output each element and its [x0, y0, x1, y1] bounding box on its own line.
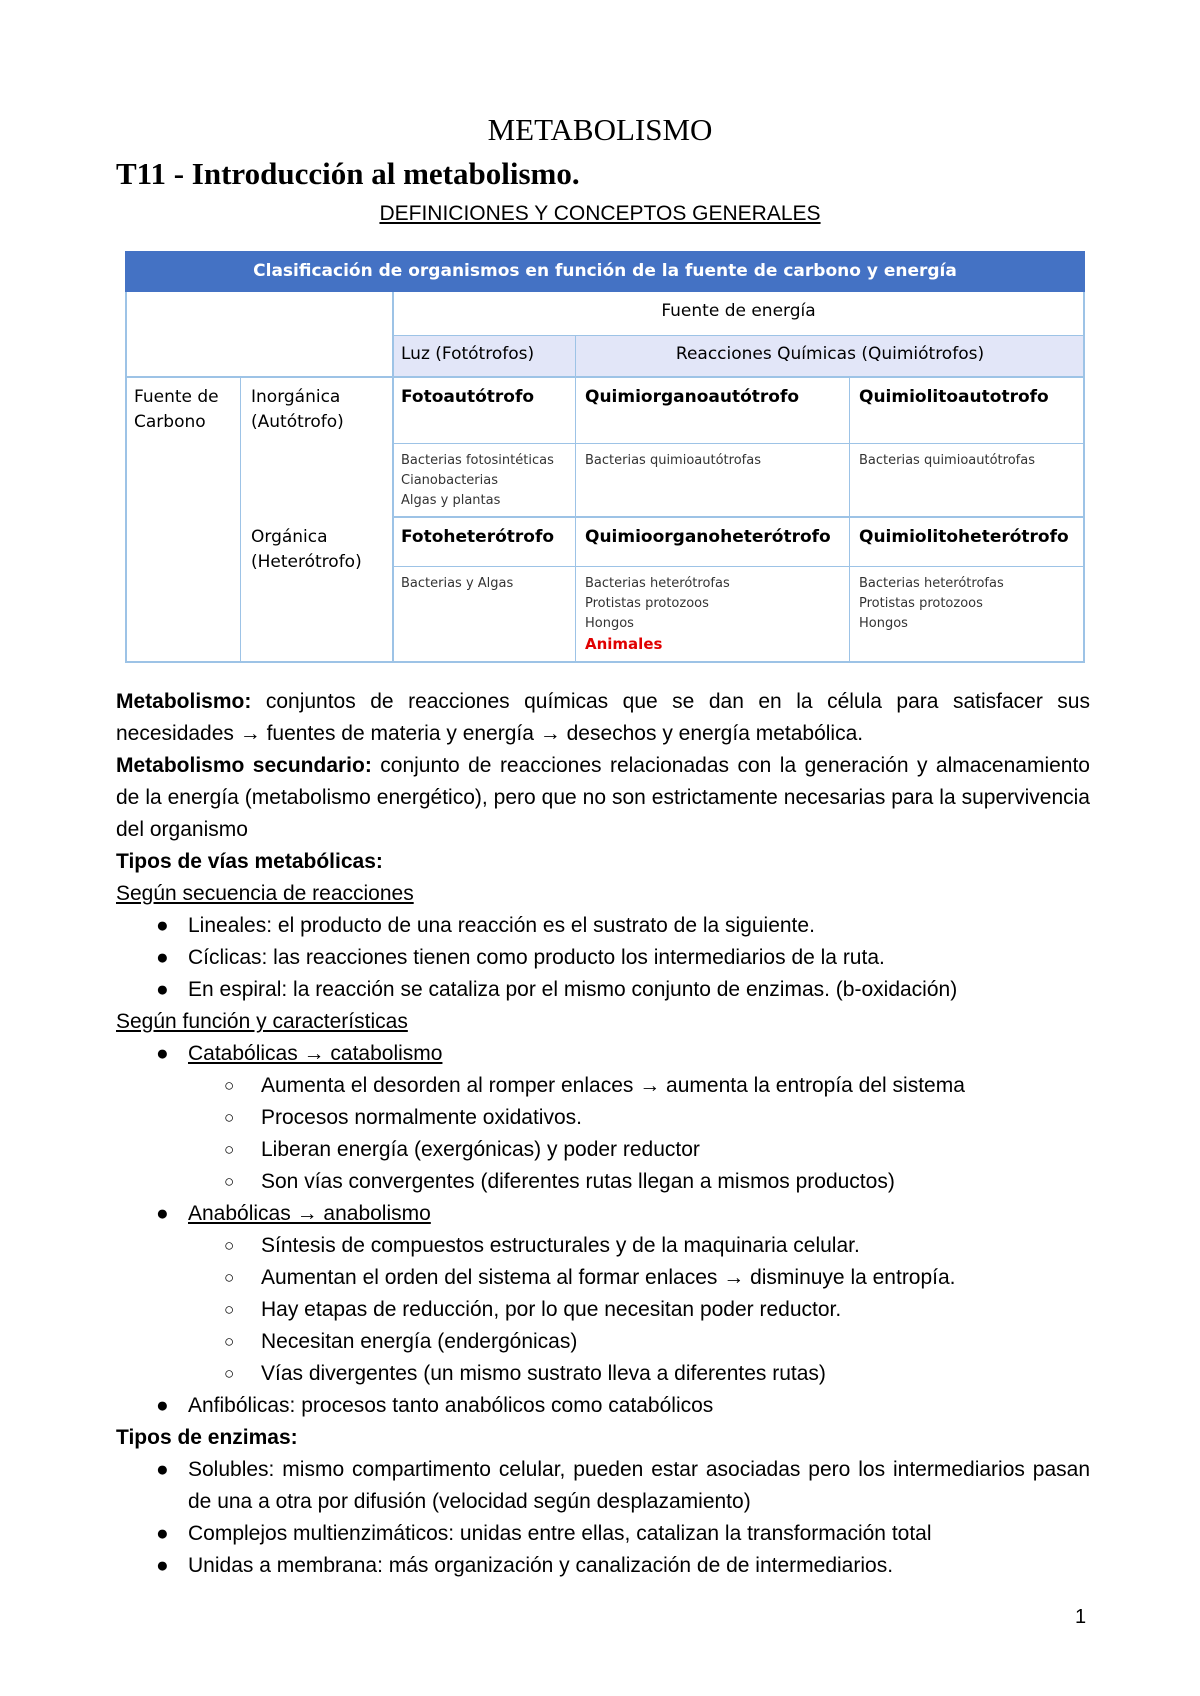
bullet-icon: ●: [156, 1522, 169, 1545]
bullet-icon: ●: [156, 1554, 169, 1577]
example-text: Protistas protozoos: [585, 596, 709, 611]
grid-line: [849, 378, 850, 661]
example-text: Hongos: [585, 616, 634, 631]
definition-metabolismo: [116, 686, 1090, 750]
example-text: Bacterias heterótrofas: [585, 576, 730, 591]
sublist-item: [116, 1166, 1090, 1198]
quimiolitoheterotrofo-label: Quimiolitoheterótrofo: [859, 527, 1069, 547]
list-item-text: Solubles: mismo compartimento celular, pueden estar asociadas pero los intermediarios pasan de una a otra por difusión (velocidad según desplazamiento): [188, 1458, 1090, 1513]
term: Metabolismo:: [116, 690, 252, 713]
list-item: [116, 1038, 1090, 1070]
list-item-text: Son vías convergentes (diferentes rutas llegan a mismos productos): [261, 1170, 895, 1193]
sublist-item: [116, 1230, 1090, 1262]
table-header: Clasificación de organismos en función de la fuente de carbono y energía: [125, 251, 1085, 292]
quimioorganoheterotrofo-label: Quimioorganoheterótrofo: [585, 527, 831, 547]
organic-label: Orgánica (Heterótrofo): [251, 527, 362, 572]
example-text-highlight: Animales: [585, 635, 663, 653]
definition: conjunto de reacciones relacionadas con la generación y almacenamiento de la energía (metabolismo energético), pero que no son estrictamente necesarias para la supervivencia del organismo: [116, 754, 1090, 841]
circle-bullet-icon: ○: [224, 1300, 235, 1319]
carbon-source-label: Fuente de Carbono: [134, 387, 219, 432]
bullet-icon: ●: [156, 1458, 169, 1481]
list-item-text: Aumentan el orden del sistema al formar enlaces → disminuye la entropía.: [261, 1266, 956, 1289]
definition-secundario: [116, 750, 1090, 846]
definition: conjuntos de reacciones químicas que se dan en la célula para satisfacer sus necesidades → fuentes de materia y energía → desechos y energía metabólica.: [116, 690, 1090, 745]
list-item-text: Necesitan energía (endergónicas): [261, 1330, 578, 1353]
list-item: [116, 1390, 1090, 1422]
list-item: [116, 1198, 1090, 1230]
bullet-icon: ●: [156, 978, 169, 1001]
list-item: [116, 942, 1090, 974]
bullet-icon: ●: [156, 1202, 169, 1225]
example-text: Algas y plantas: [401, 493, 501, 508]
term: Metabolismo secundario:: [116, 754, 372, 777]
sublist-item: [116, 1358, 1090, 1390]
circle-bullet-icon: ○: [224, 1236, 235, 1255]
quimiolitoautotrofo-label: Quimiolitoautotrofo: [859, 387, 1049, 407]
list-item: [116, 910, 1090, 942]
grid-line: [392, 292, 394, 663]
list-item: [116, 1550, 1090, 1582]
grid-line: [392, 516, 1085, 518]
list-item-text: En espiral: la reacción se cataliza por el mismo conjunto de enzimas. (b-oxidación): [188, 978, 958, 1001]
list-item-text: Aumenta el desorden al romper enlaces → aumenta la entropía del sistema: [261, 1074, 965, 1097]
section-title: DEFINICIONES Y CONCEPTOS GENERALES: [379, 202, 821, 225]
list-item: [116, 1454, 1090, 1518]
grid-line: [125, 376, 1085, 378]
circle-bullet-icon: ○: [224, 1364, 235, 1383]
grid-line: [392, 443, 1085, 444]
list-item-text: Liberan energía (exergónicas) y poder reductor: [261, 1138, 700, 1161]
chapter-subtitle: T11 - Introducción al metabolismo.: [116, 156, 580, 191]
bullet-icon: ●: [156, 1042, 169, 1065]
list-item-text: Anabólicas → anabolismo: [188, 1202, 431, 1225]
heading-tipos-enzimas: [116, 1422, 1090, 1454]
circle-bullet-icon: ○: [224, 1076, 235, 1095]
grid-line: [125, 292, 127, 663]
list-item-text: Catabólicas → catabolismo: [188, 1042, 443, 1065]
grid-line: [575, 335, 576, 661]
heading-text: Tipos de vías metabólicas:: [116, 850, 383, 873]
fotoautotrofo-label: Fotoautótrofo: [401, 387, 535, 407]
list-item-text: Cíclicas: las reacciones tienen como producto los intermediarios de la ruta.: [188, 946, 885, 969]
sublist-item: [116, 1326, 1090, 1358]
list-item-text: Unidas a membrana: más organización y canalización de de intermediarios.: [188, 1554, 894, 1577]
page-title: METABOLISMO: [487, 112, 713, 147]
sublist-item: [116, 1070, 1090, 1102]
page-number: 1: [1075, 1606, 1087, 1628]
example-text: Bacterias y Algas: [401, 576, 514, 591]
circle-bullet-icon: ○: [224, 1172, 235, 1191]
example-text: Cianobacterias: [401, 473, 499, 488]
circle-bullet-icon: ○: [224, 1332, 235, 1351]
example-text: Bacterias quimioautótrofas: [859, 453, 1035, 468]
list-item-text: Lineales: el producto de una reacción es el sustrato de la siguiente.: [188, 914, 815, 937]
heading-tipos-vias: [116, 846, 1090, 878]
example-text: Protistas protozoos: [859, 596, 983, 611]
sublist-item: [116, 1294, 1090, 1326]
grid-line: [125, 661, 1085, 663]
classification-table: [125, 251, 1085, 663]
grid-line: [392, 335, 1085, 336]
inorganic-label: Inorgánica (Autótrofo): [251, 387, 344, 432]
grid-line: [392, 566, 1085, 567]
bullet-icon: ●: [156, 946, 169, 969]
circle-bullet-icon: ○: [224, 1140, 235, 1159]
energy-source-label: Fuente de energía: [661, 301, 816, 321]
list-item-text: Síntesis de compuestos estructurales y de la maquinaria celular.: [261, 1234, 860, 1257]
sublist-item: [116, 1134, 1090, 1166]
list-item-text: Procesos normalmente oxidativos.: [261, 1106, 582, 1129]
example-text: Hongos: [859, 616, 908, 631]
bullet-icon: ●: [156, 914, 169, 937]
example-text: Bacterias heterótrofas: [859, 576, 1004, 591]
list-item-text: Vías divergentes (un mismo sustrato lleva a diferentes rutas): [261, 1362, 826, 1385]
sublist-item: [116, 1102, 1090, 1134]
subheading-secuencia: Según secuencia de reacciones: [116, 882, 414, 905]
bullet-icon: ●: [156, 1394, 169, 1417]
chemical-label: Reacciones Químicas (Quimiótrofos): [675, 344, 985, 364]
list-item-text: Hay etapas de reducción, por lo que necesitan poder reductor.: [261, 1298, 842, 1321]
quimiorganoautotrofo-label: Quimiorganoautótrofo: [585, 387, 800, 407]
heading-text: Tipos de enzimas:: [116, 1426, 298, 1449]
circle-bullet-icon: ○: [224, 1268, 235, 1287]
example-text: Bacterias fotosintéticas: [401, 453, 554, 468]
fotoheterotrofo-label: Fotoheterótrofo: [401, 527, 555, 547]
sublist-item: [116, 1262, 1090, 1294]
list-item-text: Complejos multienzimáticos: unidas entre ellas, catalizan la transformación total: [188, 1522, 932, 1545]
circle-bullet-icon: ○: [224, 1108, 235, 1127]
list-item-text: Anfibólicas: procesos tanto anabólicos como catabólicos: [188, 1394, 714, 1417]
example-text: Bacterias quimioautótrofas: [585, 453, 761, 468]
grid-line: [240, 378, 241, 661]
light-label: Luz (Fotótrofos): [401, 344, 535, 364]
body-content: [116, 686, 1090, 1582]
list-item: [116, 974, 1090, 1006]
list-item: [116, 1518, 1090, 1550]
subheading-funcion: Según función y características: [116, 1010, 408, 1033]
